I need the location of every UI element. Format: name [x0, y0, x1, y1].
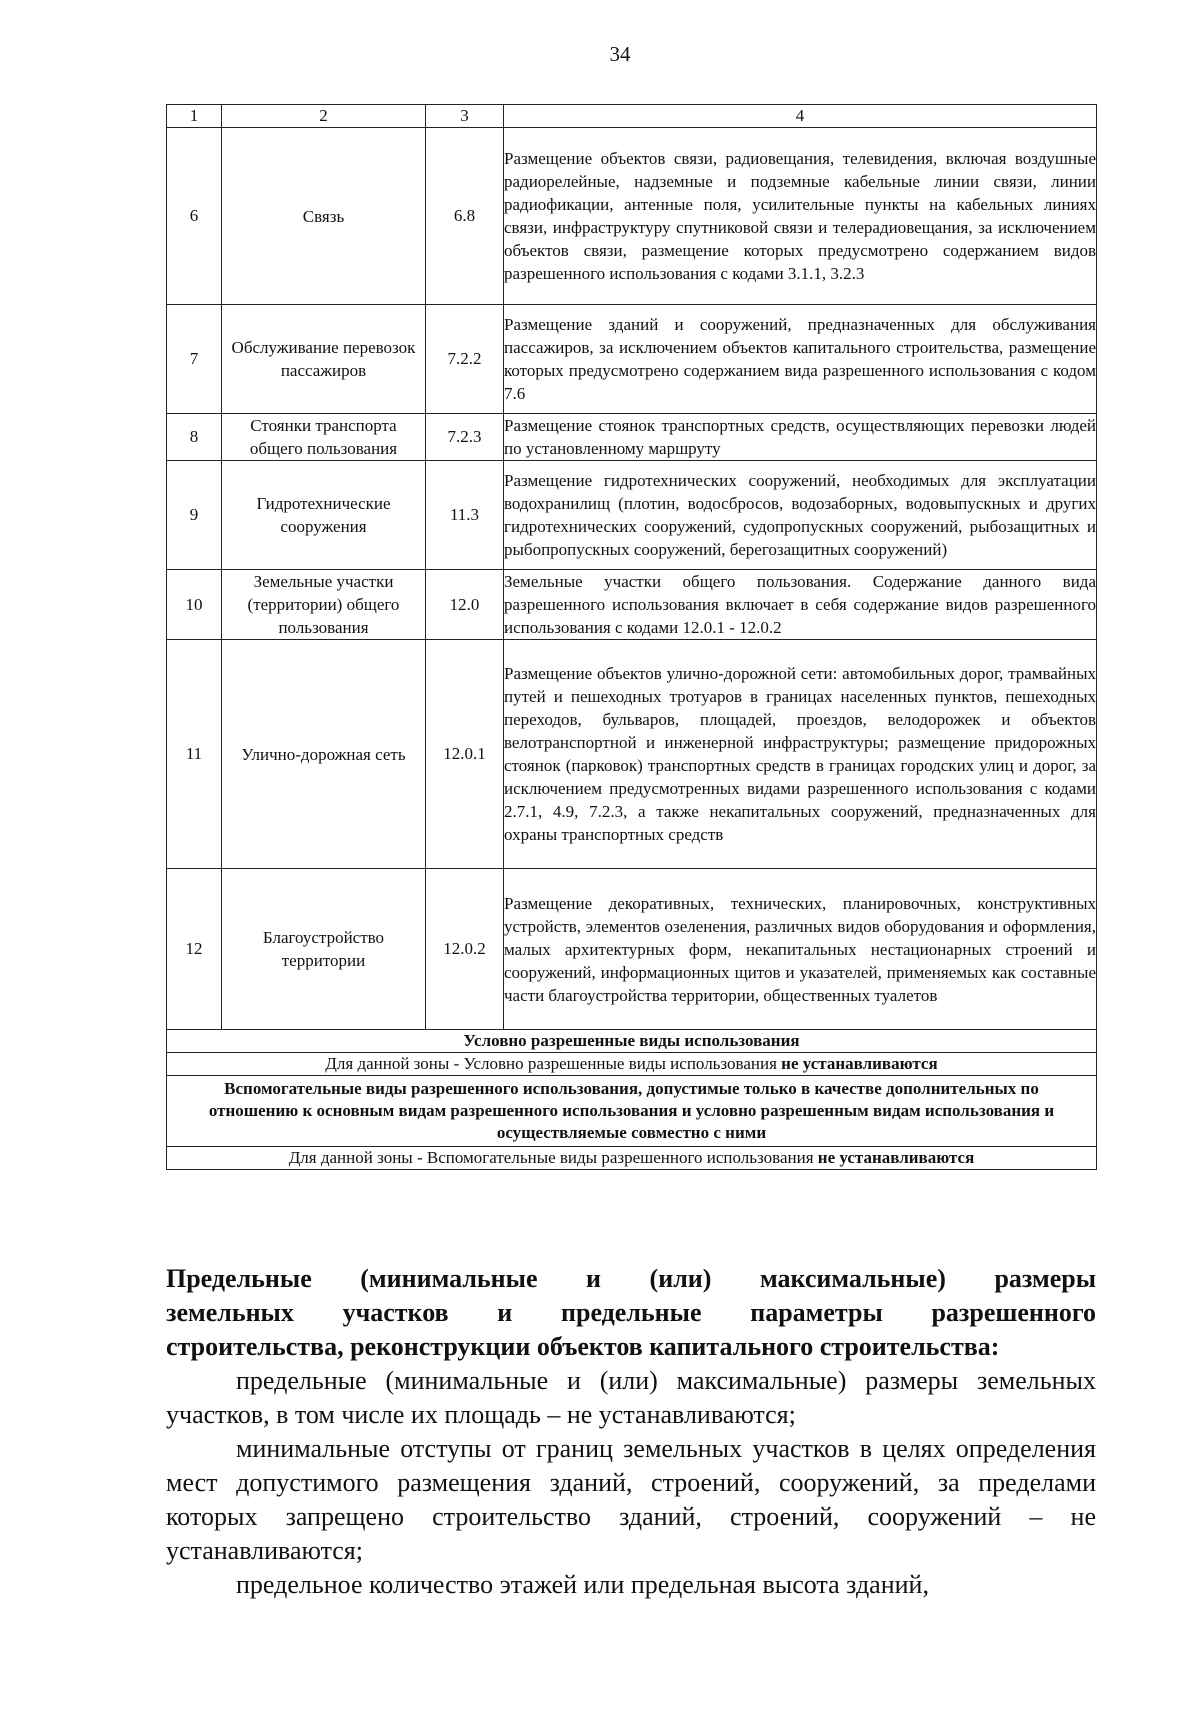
use-type-description: Размещение объектов улично-дорожной сети: автомобильных дорог, трамвайных путей и пешеходных тротуаров в границах населенных пунктов, пешеходных переходов, бульваров, площадей, проездов, велодорожек и объектов велотранспортной и инженерной инфраструктуры; размещение придорожных стоянок (парковок) транспортных средств в границах городских улиц и дорог, за исключением предусмотренных видами разрешенного использования с кодами 2.7.1, 4.9, 7.2.3, а также некапитальных сооружений, предназначенных для охраны транспортных средств [504, 640, 1097, 869]
conditional-uses-note-emphasis: не устанавливаются [781, 1054, 938, 1073]
table-row [167, 869, 1097, 1030]
row-number: 8 [167, 414, 222, 461]
table-row [167, 461, 1097, 570]
section-heading-line: строительства, реконструкции объектов капитального строительства: [166, 1332, 1000, 1361]
table-row [167, 640, 1097, 869]
paragraph: предельное количество этажей или предельная высота зданий, [236, 1570, 929, 1599]
table-row [167, 414, 1097, 461]
table-row [167, 128, 1097, 305]
use-type-name: Стоянки транспорта общего пользования [222, 414, 426, 461]
use-type-code: 12.0.1 [426, 640, 504, 869]
section-heading-line: Предельные (минимальные и (или) максимальные) размеры [166, 1264, 1096, 1293]
conditional-uses-heading: Условно разрешенные виды использования [167, 1030, 1097, 1053]
use-type-description: Размещение стоянок транспортных средств, осуществляющих перевозки людей по установленному маршруту [504, 414, 1097, 461]
auxiliary-uses-heading: Вспомогательные виды разрешенного использования, допустимые только в качестве дополнительных по отношению к основным видам разрешенного использования и условно разрешенным видам использования и осуществляемые совместно с ними [167, 1076, 1097, 1147]
row-number: 9 [167, 461, 222, 570]
use-type-code: 12.0 [426, 570, 504, 640]
row-number: 6 [167, 128, 222, 305]
row-number: 10 [167, 570, 222, 640]
use-type-name: Обслуживание перевозок пассажиров [222, 305, 426, 414]
column-header: 2 [222, 105, 426, 128]
use-type-name: Гидротехнические сооружения [222, 461, 426, 570]
page-number: 34 [609, 42, 631, 66]
conditional-uses-note-row [167, 1053, 1097, 1076]
use-type-description: Размещение объектов связи, радиовещания, телевидения, включая воздушные радиорелейные, надземные и подземные кабельные линии связи, линии радиофикации, антенные поля, усилительные пункты на кабельных линиях связи, инфраструктуру спутниковой связи и телерадиовещания, за исключением объектов связи, размещение которых предусмотрено содержанием видов разрешенного использования с кодами 3.1.1, 3.2.3 [504, 128, 1097, 305]
row-number: 7 [167, 305, 222, 414]
conditional-uses-note-text: Для данной зоны - Условно разрешенные виды использования [325, 1054, 782, 1073]
section-heading [166, 1262, 1096, 1364]
column-header: 1 [167, 105, 222, 128]
use-type-name: Благоустройство территории [222, 869, 426, 1030]
auxiliary-uses-note-text: Для данной зоны - Вспомогательные виды разрешенного использования [288, 1148, 818, 1167]
use-type-name: Улично-дорожная сеть [222, 640, 426, 869]
use-type-name: Связь [222, 128, 426, 305]
use-type-description: Размещение зданий и сооружений, предназначенных для обслуживания пассажиров, за исключением объектов капитального строительства, размещение которых предусмотрено содержанием вида разрешенного использования с кодом 7.6 [504, 305, 1097, 414]
use-type-code: 11.3 [426, 461, 504, 570]
row-number: 11 [167, 640, 222, 869]
auxiliary-uses-note-row [167, 1147, 1097, 1170]
auxiliary-uses-note [167, 1147, 1097, 1170]
conditional-uses-heading-row [167, 1030, 1097, 1053]
auxiliary-uses-heading-row [167, 1076, 1097, 1147]
section-heading-line: земельных участков и предельные параметры разрешенного [166, 1298, 1096, 1327]
paragraph: предельные (минимальные и (или) максимальные) размеры земельных участков, в том числе их площадь – не устанавливаются; [166, 1366, 1096, 1429]
conditional-uses-note [167, 1053, 1097, 1076]
use-type-description: Размещение гидротехнических сооружений, необходимых для эксплуатации водохранилищ (плотин, водосбросов, водозаборных, водовыпускных и других гидротехнических сооружений, судопропускных сооружений, рыбозащитных и рыбопропускных сооружений, берегозащитных сооружений) [504, 461, 1097, 570]
use-type-code: 12.0.2 [426, 869, 504, 1030]
column-header: 4 [504, 105, 1097, 128]
table-row [167, 570, 1097, 640]
use-type-code: 6.8 [426, 128, 504, 305]
use-type-description: Земельные участки общего пользования. Содержание данного вида разрешенного использования включает в себя содержание видов разрешенного использования с кодами 12.0.1 - 12.0.2 [504, 570, 1097, 640]
land-use-table [166, 104, 1097, 1170]
use-type-code: 7.2.3 [426, 414, 504, 461]
use-type-code: 7.2.2 [426, 305, 504, 414]
auxiliary-uses-note-emphasis: не устанавливаются [817, 1148, 975, 1167]
paragraph: минимальные отступы от границ земельных участков в целях определения мест допустимого размещения зданий, строений, сооружений, за пределами которых запрещено строительство зданий, строений, сооружений – не устанавливаются; [166, 1434, 1096, 1565]
column-header: 3 [426, 105, 504, 128]
table-header-row [167, 105, 1097, 128]
use-type-name: Земельные участки (территории) общего пользования [222, 570, 426, 640]
use-type-description: Размещение декоративных, технических, планировочных, конструктивных устройств, элементов озеленения, различных видов оборудования и оформления, малых архитектурных форм, некапитальных нестационарных строений и сооружений, информационных щитов и указателей, применяемых как составные части благоустройства территории, общественных туалетов [504, 869, 1097, 1030]
row-number: 12 [167, 869, 222, 1030]
table-row [167, 305, 1097, 414]
